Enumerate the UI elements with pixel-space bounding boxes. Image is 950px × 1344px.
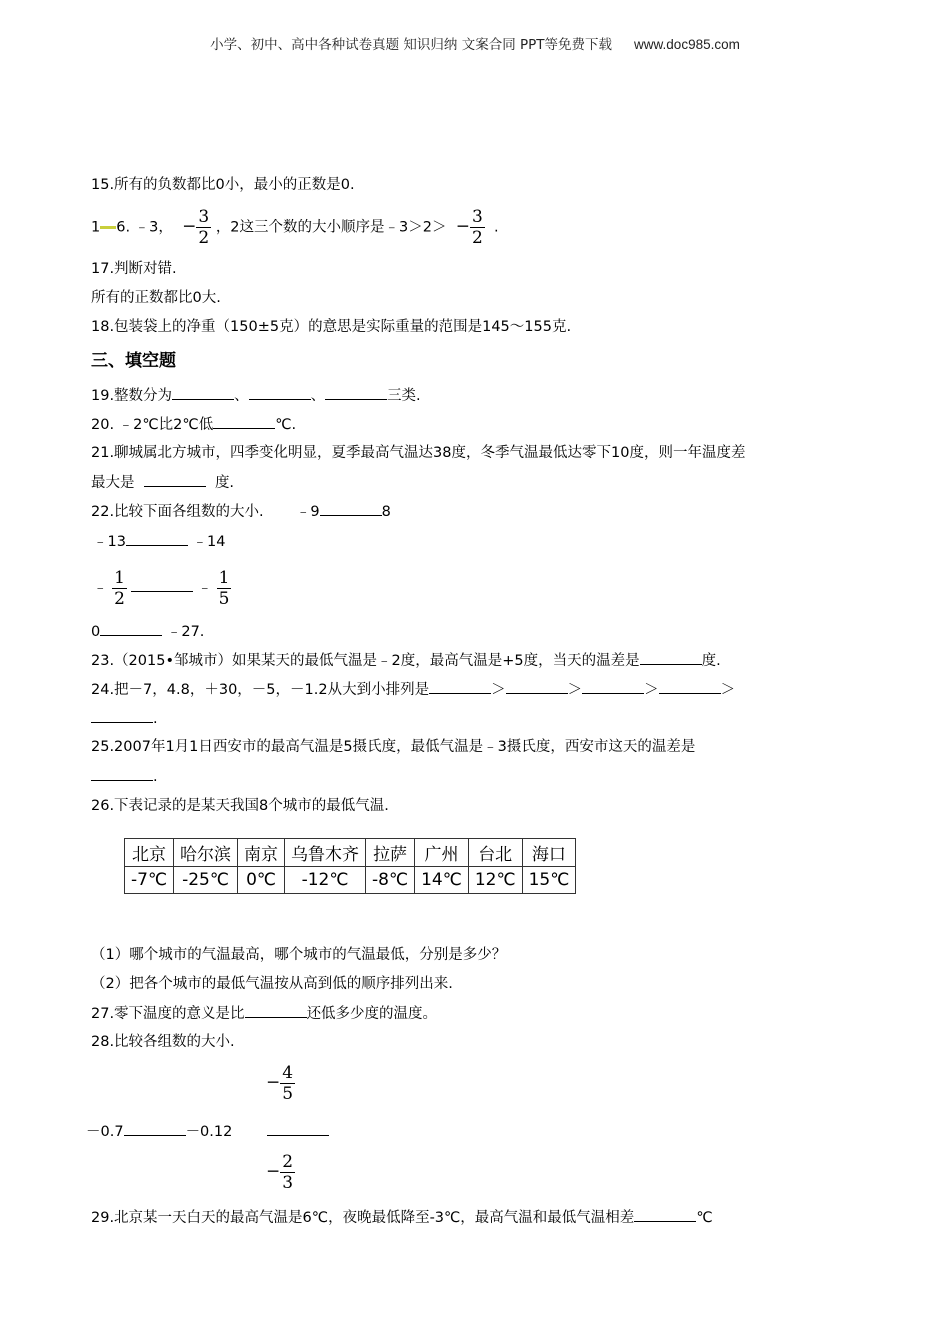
answer-blank[interactable]	[131, 577, 193, 592]
question-15: 15.所有的负数都比0小，最小的正数是0.	[91, 177, 355, 193]
question-21-line1: 21.聊城属北方城市，四季变化明显，夏季最高气温达38度，冬季气温最低达零下10度，则一年温度差	[91, 445, 746, 461]
city-row	[125, 839, 576, 867]
answer-blank[interactable]	[91, 708, 153, 723]
city-temperature-table	[124, 838, 576, 894]
fraction-neg-3-2-b: $\frac{3}{2}$	[471, 207, 483, 248]
question-23: 23.（2015•邹城市）如果某天的最低气温是﹣2度，最高气温是+5度，当天的温差是 度.	[91, 650, 721, 671]
answer-blank[interactable]	[582, 679, 644, 694]
answer-blank[interactable]	[245, 1003, 307, 1018]
answer-blank[interactable]	[172, 385, 234, 400]
answer-blank[interactable]	[325, 385, 387, 400]
question-18: 18.包装袋上的净重（150±5克）的意思是实际重量的范围是145～155克.	[91, 319, 572, 335]
question-22-title: 22.比较下面各组数的大小. ﹣9 8	[91, 501, 391, 522]
question-22-pair2: ﹣13 ﹣14	[93, 531, 226, 552]
question-24-line2: .	[91, 708, 158, 729]
section-3-heading: 三、填空题	[91, 351, 176, 371]
temp-cell: -25℃	[174, 867, 238, 894]
fraction-4-5: $\frac{4}{5}$	[282, 1063, 294, 1104]
question-29: 29.北京某一天白天的最高气温是6℃，夜晚最低降至-3℃，最高气温和最低气温相差 ℃	[91, 1207, 713, 1228]
temp-row	[125, 867, 576, 894]
question-27: 27.零下温度的意义是比 还低多少度的温度。	[91, 1003, 437, 1024]
city-cell: 哈尔滨	[174, 839, 238, 867]
answer-blank[interactable]	[659, 679, 721, 694]
question-24: 24.把－7，4.8，＋30，－5，－1.2从大到小排列是 ＞ ＞ ＞ ＞	[91, 679, 735, 700]
question-28-frac-top: − $\frac{4}{5}$	[266, 1063, 294, 1104]
answer-blank[interactable]	[320, 501, 382, 516]
question-17-text: 所有的正数都比0大.	[91, 290, 221, 306]
answer-blank[interactable]	[640, 650, 702, 665]
temp-cell: 14℃	[415, 867, 469, 894]
answer-blank[interactable]	[124, 1121, 186, 1136]
temp-cell: -7℃	[125, 867, 174, 894]
answer-blank[interactable]	[267, 1121, 329, 1136]
question-26-title: 26.下表记录的是某天我国8个城市的最低气温.	[91, 798, 389, 814]
answer-blank[interactable]	[126, 531, 188, 546]
city-cell: 北京	[125, 839, 174, 867]
temp-cell: -8℃	[366, 867, 415, 894]
city-cell: 海口	[522, 839, 576, 867]
question-25-line1: 25.2007年1月1日西安市的最高气温是5摄氏度，最低气温是﹣3摄氏度，西安市这天的温差是	[91, 739, 696, 755]
question-28-row: －0.7 －0.12	[86, 1121, 329, 1142]
answer-blank[interactable]	[213, 414, 275, 429]
highlight-mark	[100, 226, 116, 229]
city-cell: 拉萨	[366, 839, 415, 867]
question-26-sub1: （1）哪个城市的气温最高，哪个城市的气温最低，分别是多少？	[91, 947, 507, 963]
header-url[interactable]: www.doc985.com	[634, 37, 740, 52]
answer-blank[interactable]	[429, 679, 491, 694]
question-26-sub2: （2）把各个城市的最低气温按从高到低的顺序排列出来.	[91, 976, 453, 992]
question-19: 19.整数分为 、 、 三类.	[91, 385, 421, 406]
question-16: 1 6. ﹣3， − $\frac{3}{2}$ ，2这三个数的大小顺序是﹣3＞2＞ − $\frac{3}{2}$ .	[91, 207, 499, 248]
fraction-2-3: $\frac{2}{3}$	[282, 1152, 294, 1193]
page-header	[0, 33, 950, 53]
city-cell: 南京	[238, 839, 285, 867]
fraction-1-2: $\frac{1}{2}$	[114, 567, 125, 609]
question-25-line2: .	[91, 766, 158, 787]
temp-cell: 15℃	[522, 867, 576, 894]
answer-blank[interactable]	[249, 385, 311, 400]
question-17-title: 17.判断对错.	[91, 261, 177, 277]
question-22-pair3: ﹣ $\frac{1}{2}$ ﹣ $\frac{1}{5}$	[93, 567, 230, 609]
question-22-pair4: 0 ﹣27.	[91, 621, 204, 642]
temp-cell: 0℃	[238, 867, 285, 894]
question-21-line2: 最大是 度.	[91, 472, 234, 493]
answer-blank[interactable]	[91, 766, 153, 781]
header-title: 小学、初中、高中各种试卷真题 知识归纳 文案合同 PPT等免费下载	[210, 37, 613, 53]
question-28-frac-bottom: − $\frac{2}{3}$	[266, 1152, 294, 1193]
question-20: 20. ﹣2℃比2℃低 ℃.	[91, 414, 296, 435]
city-cell: 广州	[415, 839, 469, 867]
city-cell: 乌鲁木齐	[285, 839, 366, 867]
temp-cell: -12℃	[285, 867, 366, 894]
answer-blank[interactable]	[100, 621, 162, 636]
question-28-title: 28.比较各组数的大小.	[91, 1034, 235, 1050]
answer-blank[interactable]	[144, 472, 206, 487]
fraction-neg-3-2: $\frac{3}{2}$	[198, 207, 210, 248]
temp-cell: 12℃	[468, 867, 522, 894]
city-cell: 台北	[468, 839, 522, 867]
answer-blank[interactable]	[634, 1207, 696, 1222]
fraction-1-5: $\frac{1}{5}$	[218, 567, 230, 609]
answer-blank[interactable]	[506, 679, 568, 694]
